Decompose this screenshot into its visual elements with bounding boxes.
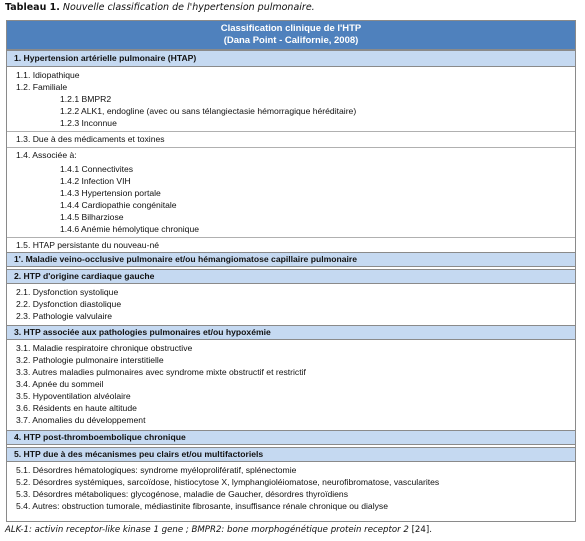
table-row: 3.5. Hypoventilation alvéolaire bbox=[16, 391, 131, 401]
table-row: 1.4. Associée à: bbox=[7, 147, 575, 163]
table-row: 3.1. Maladie respiratoire chronique obstructive bbox=[16, 343, 193, 353]
section-1prime-header: 1'. Maladie veino-occlusive pulmonaire et/ou hémangiomatose capillaire pulmonaire bbox=[7, 252, 575, 267]
table-row: 3.6. Résidents en haute altitude bbox=[16, 403, 137, 413]
section-2-header: 2. HTP d'origine cardiaque gauche bbox=[7, 269, 575, 284]
table-row: 3.7. Anomalies du développement bbox=[16, 415, 146, 425]
table-row: 1.4.4 Cardiopathie congénitale bbox=[60, 200, 177, 210]
table-row: 1.2.3 Inconnue bbox=[60, 118, 117, 128]
table-row: 1.2. Familiale bbox=[16, 82, 68, 92]
caption-title: Nouvelle classification de l'hypertension pulmonaire. bbox=[62, 2, 315, 13]
footnote-reference: [24]. bbox=[411, 525, 432, 535]
table-row: 2.3. Pathologie valvulaire bbox=[16, 311, 113, 321]
section-5-header: 5. HTP due à des mécanismes peu clairs et/ou multifactoriels bbox=[7, 447, 575, 462]
section-3-header: 3. HTP associée aux pathologies pulmonaires et/ou hypoxémie bbox=[7, 325, 575, 340]
table-row: 1.4.5 Bilharziose bbox=[60, 212, 124, 222]
section-1-header: 1. Hypertension artérielle pulmonaire (HTAP) bbox=[7, 50, 575, 67]
caption-label: Tableau 1. bbox=[5, 2, 60, 13]
classification-table bbox=[6, 20, 576, 522]
table-row: 1.2.1 BMPR2 bbox=[60, 94, 112, 104]
table-row: 1.4.6 Anémie hémolytique chronique bbox=[60, 224, 200, 234]
table-row: 3.4. Apnée du sommeil bbox=[16, 379, 104, 389]
section-4-header: 4. HTP post-thromboembolique chronique bbox=[7, 430, 575, 445]
table-row: 5.3. Désordres métaboliques: glycogénose, maladie de Gaucher, désordres thyroïdiens bbox=[16, 489, 349, 499]
table-row: 1.4.2 Infection VIH bbox=[60, 176, 131, 186]
table-row: 1.5. HTAP persistante du nouveau-né bbox=[7, 237, 575, 253]
table-row: 3.2. Pathologie pulmonaire interstitielle bbox=[16, 355, 164, 365]
table-row: 1.4.3 Hypertension portale bbox=[60, 188, 161, 198]
table-row: 3.3. Autres maladies pulmonaires avec syndrome mixte obstructif et restrictif bbox=[16, 367, 306, 377]
table-row: 1.2.2 ALK1, endogline (avec ou sans télangiectasie hémorragique héréditaire) bbox=[60, 106, 357, 116]
table-row: 1.1. Idiopathique bbox=[16, 70, 80, 80]
table-header-subtitle: (Dana Point - Californie, 2008) bbox=[223, 35, 359, 46]
table-caption bbox=[5, 1, 315, 15]
table-row: 2.1. Dysfonction systolique bbox=[16, 287, 119, 297]
table-row: 2.2. Dysfonction diastolique bbox=[16, 299, 122, 309]
table-row: 5.4. Autres: obstruction tumorale, médiastinite fibrosante, insuffisance rénale chronique ou dialyse bbox=[16, 501, 388, 511]
table-row: 1.4.1 Connectivites bbox=[60, 164, 134, 174]
table-row: 5.2. Désordres systémiques, sarcoïdose, histiocytose X, lymphangioléiomatose, neurofibromatose, vascularites bbox=[16, 477, 440, 487]
table-header bbox=[7, 21, 575, 50]
footnote-text: ALK-1: activin receptor-like kinase 1 gene ; BMPR2: bone morphogénétique protein receptor 2 bbox=[5, 525, 409, 535]
table-footnote bbox=[5, 525, 432, 535]
table-row: 1.3. Due à des médicaments et toxines bbox=[7, 131, 575, 147]
table-header-title: Classification clinique de l'HTP bbox=[220, 23, 362, 34]
table-row: 5.1. Désordres hématologiques: syndrome myéloprolifératif, splénectomie bbox=[16, 465, 297, 475]
